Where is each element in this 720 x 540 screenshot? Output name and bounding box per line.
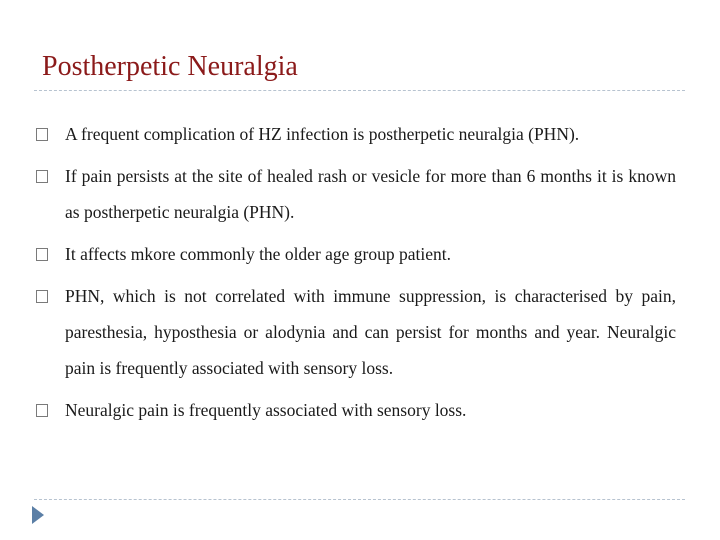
bullet-text: PHN, which is not correlated with immune suppression, is characterised by pain, paresthesia, hyposthesia or alodynia and can persist for months and year. Neuralgic pain is frequently associated with sensory loss. (65, 286, 676, 378)
slide-title: Postherpetic Neuralgia (42, 51, 298, 82)
bullet-text: It affects mkore commonly the older age group patient. (65, 244, 452, 264)
bullet-item (36, 278, 676, 386)
bullet-text: If pain persists at the site of healed rash or vesicle for more than 6 months it is known as postherpetic neuralgia (PHN). (65, 166, 676, 222)
bullet-item (36, 392, 676, 428)
title-divider (34, 90, 685, 91)
box-bullet-icon (36, 404, 48, 417)
footer-divider (34, 499, 685, 500)
bullet-item (36, 158, 676, 230)
play-arrow-icon[interactable] (32, 506, 44, 524)
box-bullet-icon (36, 170, 48, 183)
box-bullet-icon (36, 128, 48, 141)
bullet-text: Neuralgic pain is frequently associated with sensory loss. (65, 400, 467, 420)
bullet-item (36, 116, 676, 152)
box-bullet-icon (36, 248, 48, 261)
bullet-text: A frequent complication of HZ infection is postherpetic neuralgia (PHN). (65, 124, 580, 144)
bullet-list (36, 116, 676, 434)
box-bullet-icon (36, 290, 48, 303)
bullet-item (36, 236, 676, 272)
